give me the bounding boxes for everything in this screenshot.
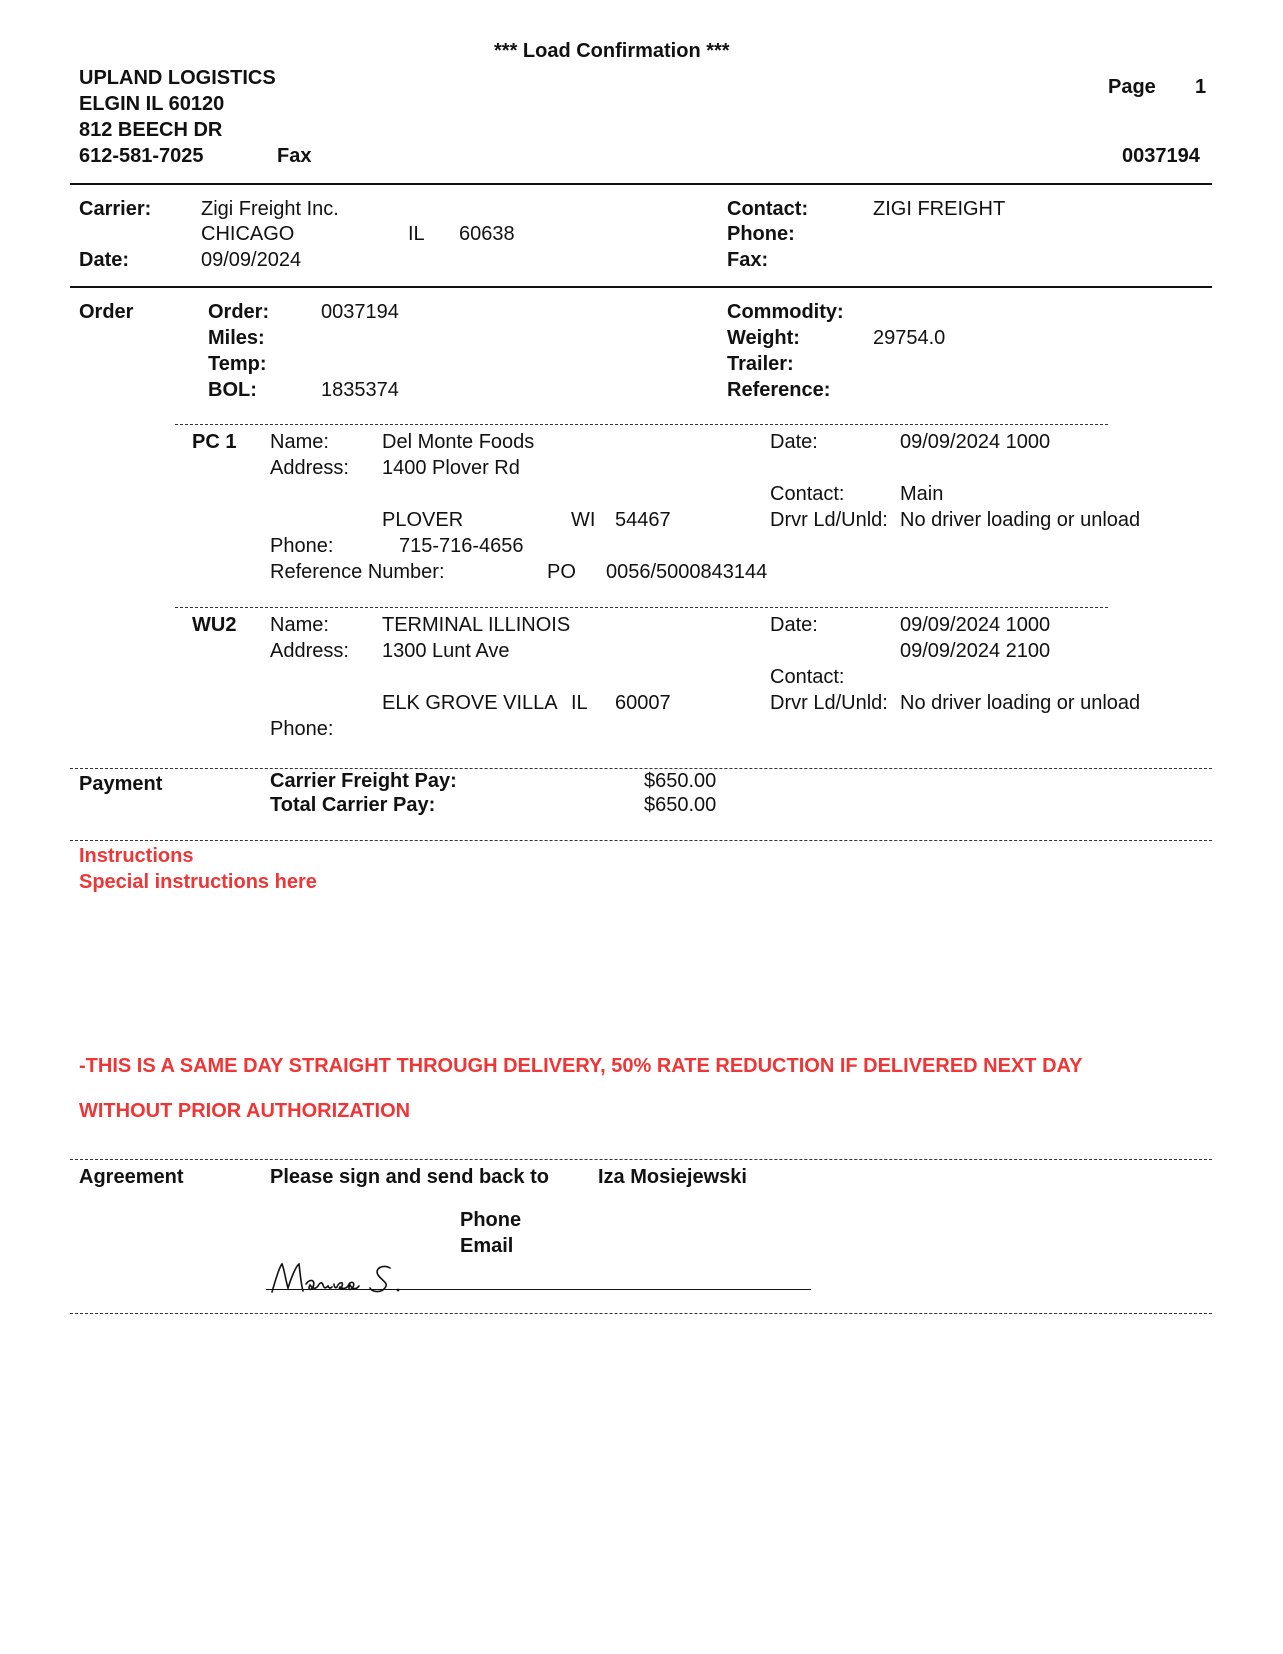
total-pay-value: $650.00 (644, 794, 717, 816)
agreement-contact-name: Iza Mosiejewski (598, 1166, 747, 1188)
agreement-email-label: Email (460, 1235, 514, 1257)
stop-contact: Main (900, 483, 944, 505)
divider (70, 768, 1212, 769)
carrier-city: CHICAGO (201, 223, 295, 245)
weight-label: Weight: (727, 327, 800, 349)
divider (175, 424, 1108, 425)
agreement-prompt: Please sign and send back to (270, 1166, 549, 1188)
stop-driver: No driver loading or unload (900, 509, 1141, 531)
stop-reference-label: Reference Number: (270, 561, 445, 583)
agreement-section-label: Agreement (79, 1166, 184, 1188)
load-number: 0037194 (1122, 145, 1200, 167)
company-fax-label: Fax (277, 145, 312, 167)
stop-reference-type: PO (547, 561, 576, 583)
date-value: 09/09/2024 (201, 249, 302, 271)
order-number: 0037194 (321, 301, 399, 323)
company-street: 812 BEECH DR (79, 119, 223, 141)
instructions-note-line1: -THIS IS A SAME DAY STRAIGHT THROUGH DELIVERY, 50% RATE REDUCTION IF DELIVERED NEXT DAY (79, 1055, 1083, 1077)
instructions-note-line2: WITHOUT PRIOR AUTHORIZATION (79, 1100, 411, 1122)
stop-driver-label: Drvr Ld/Unld: (770, 509, 888, 531)
stop-name-label: Name: (270, 431, 329, 453)
instructions-heading: Instructions (79, 845, 194, 867)
company-name: UPLAND LOGISTICS (79, 67, 276, 89)
stop-phone-label: Phone: (270, 718, 334, 740)
divider (70, 840, 1212, 841)
stop-date: 09/09/2024 1000 (900, 431, 1051, 453)
instructions-subheading: Special instructions here (79, 871, 317, 893)
stop-date-label: Date: (770, 431, 818, 453)
stop-contact-label: Contact: (770, 483, 845, 505)
divider (70, 1313, 1212, 1314)
weight-value: 29754.0 (873, 327, 946, 349)
carrier-name: Zigi Freight Inc. (201, 198, 339, 220)
carrier-phone-label: Phone: (727, 223, 795, 245)
signature-line (266, 1289, 811, 1290)
stop-name: TERMINAL ILLINOIS (382, 614, 571, 636)
company-city: ELGIN IL 60120 (79, 93, 225, 115)
payment-section-label: Payment (79, 773, 163, 795)
carrier-zip: 60638 (459, 223, 515, 245)
temp-label: Temp: (208, 353, 267, 375)
carrier-label: Carrier: (79, 198, 152, 220)
stop-name-label: Name: (270, 614, 329, 636)
stop-state: IL (571, 692, 588, 714)
stop-address-label: Address: (270, 457, 349, 479)
stop-zip: 54467 (615, 509, 671, 531)
order-label: Order: (208, 301, 270, 323)
stop-code: WU2 (192, 614, 237, 636)
page-label: Page (1108, 76, 1156, 98)
divider (70, 183, 1212, 185)
commodity-label: Commodity: (727, 301, 844, 323)
bol-label: BOL: (208, 379, 257, 401)
stop-city: PLOVER (382, 509, 464, 531)
stop-date-end: 09/09/2024 2100 (900, 640, 1051, 662)
stop-code: PC 1 (192, 431, 237, 453)
freight-pay-value: $650.00 (644, 770, 717, 792)
contact-label: Contact: (727, 198, 809, 220)
stop-driver-label: Drvr Ld/Unld: (770, 692, 888, 714)
trailer-label: Trailer: (727, 353, 794, 375)
stop-date-label: Date: (770, 614, 818, 636)
contact-value: ZIGI FREIGHT (873, 198, 1006, 220)
agreement-phone-label: Phone (460, 1209, 522, 1231)
stop-phone: 715-716-4656 (399, 535, 524, 557)
stop-driver: No driver loading or unload (900, 692, 1141, 714)
stop-zip: 60007 (615, 692, 671, 714)
freight-pay-label: Carrier Freight Pay: (270, 770, 457, 792)
stop-name: Del Monte Foods (382, 431, 535, 453)
stop-reference-value: 0056/5000843144 (606, 561, 768, 583)
stop-date: 09/09/2024 1000 (900, 614, 1051, 636)
document-title: *** Load Confirmation *** (494, 40, 730, 62)
stop-address-label: Address: (270, 640, 349, 662)
stop-address: 1400 Plover Rd (382, 457, 520, 479)
signature-image (266, 1258, 446, 1298)
order-section-label: Order (79, 301, 134, 323)
bol-value: 1835374 (321, 379, 399, 401)
page-number: 1 (1195, 76, 1207, 98)
carrier-state: IL (408, 223, 425, 245)
stop-contact-label: Contact: (770, 666, 845, 688)
company-phone: 612-581-7025 (79, 145, 204, 167)
divider (70, 1159, 1212, 1160)
carrier-fax-label: Fax: (727, 249, 769, 271)
miles-label: Miles: (208, 327, 265, 349)
stop-city: ELK GROVE VILLA (382, 692, 558, 714)
divider (175, 607, 1108, 608)
reference-label: Reference: (727, 379, 831, 401)
stop-phone-label: Phone: (270, 535, 334, 557)
date-label: Date: (79, 249, 130, 271)
divider (70, 286, 1212, 288)
stop-address: 1300 Lunt Ave (382, 640, 510, 662)
stop-state: WI (571, 509, 596, 531)
total-pay-label: Total Carrier Pay: (270, 794, 436, 816)
